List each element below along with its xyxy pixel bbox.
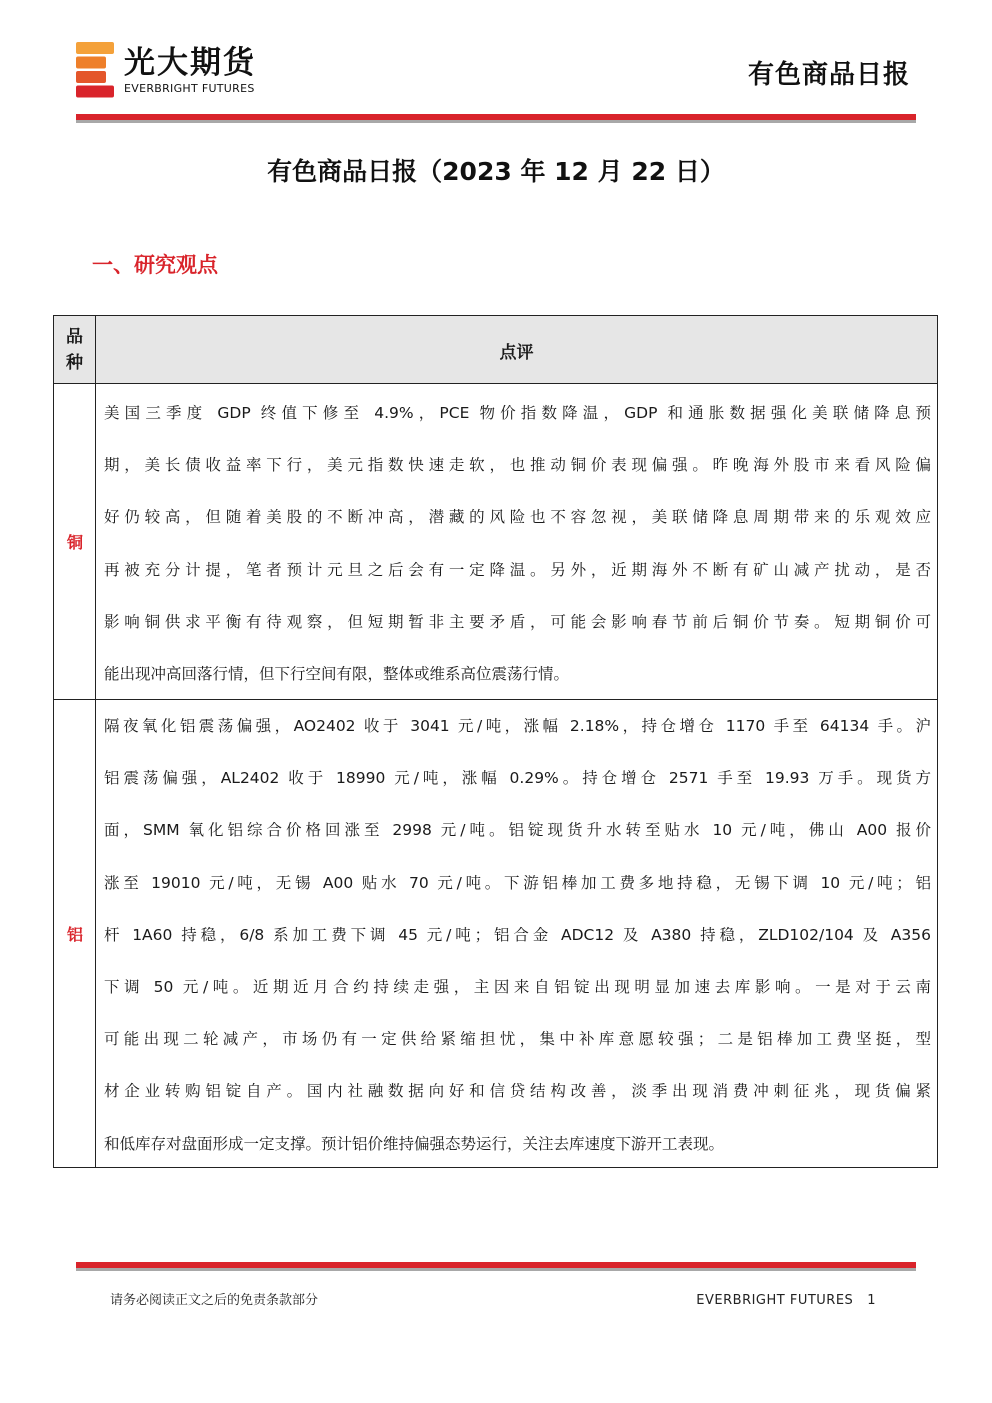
commentary-table [53, 315, 938, 1168]
text-line: 美国三季度 GDP 终值下修至 4.9%，PCE 物价指数降温，GDP 和通胀数据强化美联储降息预 [104, 404, 931, 422]
text-line: 能出现冲高回落行情，但下行空间有限，整体或维系高位震荡行情。 [104, 665, 570, 684]
document-title: 有色商品日报（2023 年 12 月 22 日） [267, 157, 725, 186]
header-divider [76, 114, 916, 123]
text-line: 涨至 19010 元/吨，无锡 A00 贴水 70 元/吨。下游铝棒加工费多地持稳，无锡下调 10 元/吨；铝 [104, 873, 931, 892]
footer-brand-name: EVERBRIGHT FUTURES [696, 1293, 854, 1308]
text-line: 下调 50 元/吨。近期近月合约持续走强，主因来自铝锭出现明显加速去库影响。一是对于云南 [104, 978, 931, 997]
header-category-char: 种 [66, 353, 83, 373]
report-type: 有色商品日报 [747, 60, 910, 90]
text-line: 可能出现二轮减产，市场仍有一定供给紧缩担忧，集中补库意愿较强；二是铝棒加工费坚挺，型 [104, 1030, 931, 1049]
text-line: 面，SMM 氧化铝综合价格回涨至 2998 元/吨。铝锭现货升水转至贴水 10 元/吨，佛山 A00 报价 [104, 821, 931, 840]
text-line: 再被充分计提，笔者预计元旦之后会有一定降温。另外，近期海外不断有矿山减产扰动，是否 [104, 560, 931, 579]
header-category-char: 品 [66, 327, 83, 347]
brand-name-en: EVERBRIGHT FUTURES [124, 82, 255, 95]
disclaimer-link: 请务必阅读正文之后的免责条款部分 [110, 1293, 319, 1308]
page-number: 1 [867, 1293, 876, 1308]
text-line: 材企业转购铝锭自产。国内社融数据向好和信贷结构改善，淡季出现消费冲刺征兆，现货偏紧 [104, 1082, 931, 1101]
text-line: 好仍较高，但随着美股的不断冲高，潜藏的风险也不容忽视，美联储降息周期带来的乐观效应 [104, 508, 931, 527]
brand-name-cn: 光大期货 [124, 45, 256, 81]
table-header [54, 316, 937, 384]
brand-logo [76, 42, 286, 98]
category-copper: 铜 [66, 533, 83, 552]
text-line: 杆 1A60 持稳，6/8 系加工费下调 45 元/吨；铝合金 ADC12 及 A380 持稳，ZLD102/104 及 A356 [104, 925, 931, 944]
text-line: 和低库存对盘面形成一定支撑。预计铝价维持偏强态势运行，关注去库速度下游开工表现。 [104, 1134, 725, 1153]
header-commentary: 点评 [499, 342, 534, 363]
everbright-logo-icon [76, 42, 114, 98]
text-line: 影响铜供求平衡有待观察，但短期暂非主要矛盾，可能会影响春节前后铜价节奏。短期铜价可 [104, 612, 931, 631]
footer-divider [76, 1262, 916, 1271]
text-line: 期，美长债收益率下行，美元指数快速走软，也推动铜价表现偏强。昨晚海外股市来看风险偏 [104, 456, 931, 475]
text-line: 铝震荡偏强，AL2402 收于 18990 元/吨，涨幅 0.29%。持仓增仓 2571 手至 19.93 万手。现货方 [104, 769, 931, 788]
section-heading: 一、研究观点 [92, 253, 218, 277]
footer-brand [696, 1291, 876, 1311]
text-line: 隔夜氧化铝震荡偏强，AO2402 收于 3041 元/吨，涨幅 2.18%，持仓增仓 1170 手至 64134 手。沪 [104, 717, 931, 735]
header-category [54, 316, 96, 384]
commentary-aluminium [104, 700, 931, 1170]
commentary-copper [104, 387, 931, 700]
category-aluminium: 铝 [66, 924, 83, 944]
